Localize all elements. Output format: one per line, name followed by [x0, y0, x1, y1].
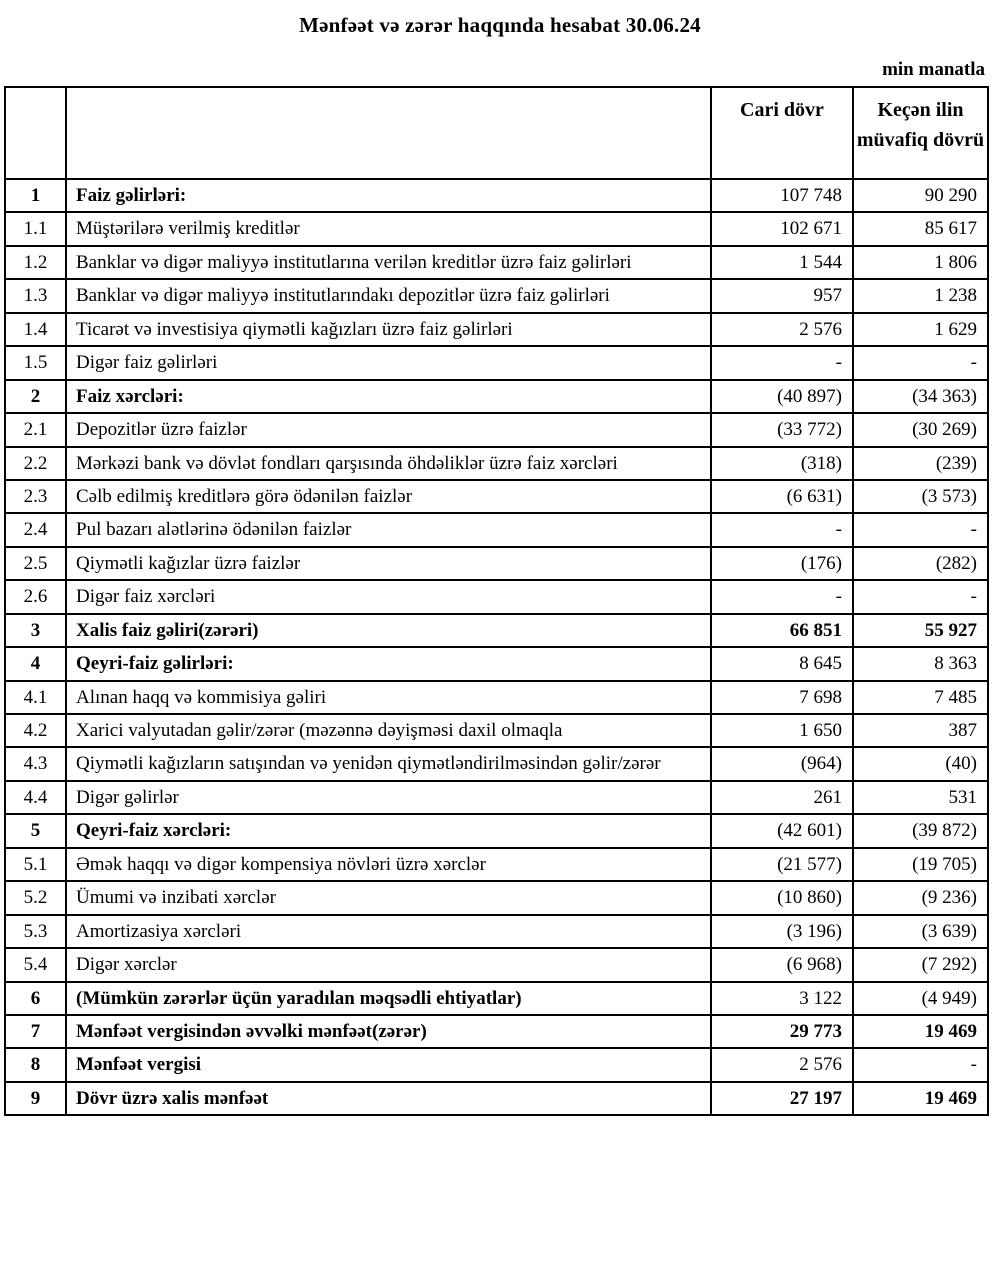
row-number-cell: 1.2 — [5, 246, 66, 279]
table-row — [5, 848, 988, 881]
table-row — [5, 547, 988, 580]
current-value-cell: 261 — [711, 781, 853, 814]
current-value-cell: (318) — [711, 447, 853, 480]
row-label-cell: Xarici valyutadan gəlir/zərər (məzənnə dəyişməsi daxil olmaqla — [66, 714, 711, 747]
row-label-cell: Pul bazarı alətlərinə ödənilən faizlər — [66, 513, 711, 546]
previous-value-cell: 7 485 — [853, 681, 988, 714]
table-row — [5, 647, 988, 680]
table-row — [5, 814, 988, 847]
current-value-cell: (33 772) — [711, 413, 853, 446]
row-label-cell: Faiz xərcləri: — [66, 380, 711, 413]
row-label-cell: Qiymətli kağızların satışından və yenidən qiymətləndirilməsindən gəlir/zərər — [66, 747, 711, 780]
row-label-cell: Banklar və digər maliyyə institutlarındakı depozitlər üzrə faiz gəlirləri — [66, 279, 711, 312]
row-label-cell: Digər gəlirlər — [66, 781, 711, 814]
table-row — [5, 179, 988, 212]
table-row — [5, 781, 988, 814]
previous-value-cell: 85 617 — [853, 212, 988, 245]
row-label-cell: Depozitlər üzrə faizlər — [66, 413, 711, 446]
page-title: Mənfəət və zərər haqqında hesabat 30.06.24 — [299, 13, 701, 37]
current-value-cell: (964) — [711, 747, 853, 780]
row-number-cell: 9 — [5, 1082, 66, 1115]
row-label-cell: Cəlb edilmiş kreditlərə görə ödənilən faizlər — [66, 480, 711, 513]
row-label-cell: Müştərilərə verilmiş kreditlər — [66, 212, 711, 245]
previous-value-cell: 531 — [853, 781, 988, 814]
header-previous-period-cell: Keçən ilin müvafiq dövrü — [853, 87, 988, 179]
row-number-cell: 5.4 — [5, 948, 66, 981]
current-value-cell: 27 197 — [711, 1082, 853, 1115]
previous-value-cell: (39 872) — [853, 814, 988, 847]
row-number-cell: 2.3 — [5, 480, 66, 513]
header-number-cell — [5, 87, 66, 179]
row-number-cell: 1.1 — [5, 212, 66, 245]
current-value-cell: 102 671 — [711, 212, 853, 245]
row-number-cell: 2.1 — [5, 413, 66, 446]
table-body — [5, 179, 988, 1115]
previous-value-cell: (3 639) — [853, 915, 988, 948]
current-value-cell: 66 851 — [711, 614, 853, 647]
current-value-cell: 1 544 — [711, 246, 853, 279]
table-row — [5, 747, 988, 780]
previous-value-cell: 90 290 — [853, 179, 988, 212]
table-row — [5, 681, 988, 714]
previous-value-cell: 1 629 — [853, 313, 988, 346]
row-label-cell: Digər faiz gəlirləri — [66, 346, 711, 379]
row-label-cell: Qiymətli kağızlar üzrə faizlər — [66, 547, 711, 580]
previous-value-cell: (282) — [853, 547, 988, 580]
table-row — [5, 614, 988, 647]
row-number-cell: 8 — [5, 1048, 66, 1081]
row-number-cell: 4 — [5, 647, 66, 680]
row-number-cell: 1.3 — [5, 279, 66, 312]
row-number-cell: 1.4 — [5, 313, 66, 346]
previous-value-cell: 19 469 — [853, 1015, 988, 1048]
previous-value-cell: - — [853, 580, 988, 613]
row-label-cell: (Mümkün zərərlər üçün yaradılan məqsədli ehtiyatlar) — [66, 982, 711, 1015]
table-row — [5, 313, 988, 346]
table-row — [5, 982, 988, 1015]
row-label-cell: Qeyri-faiz gəlirləri: — [66, 647, 711, 680]
row-number-cell: 4.2 — [5, 714, 66, 747]
current-value-cell: (6 631) — [711, 480, 853, 513]
table-row — [5, 279, 988, 312]
row-label-cell: Qeyri-faiz xərcləri: — [66, 814, 711, 847]
row-number-cell: 6 — [5, 982, 66, 1015]
row-number-cell: 2.6 — [5, 580, 66, 613]
row-number-cell: 5 — [5, 814, 66, 847]
table-row — [5, 212, 988, 245]
header-current-period-cell: Cari dövr — [711, 87, 853, 179]
table-row — [5, 246, 988, 279]
row-label-cell: Amortizasiya xərcləri — [66, 915, 711, 948]
previous-value-cell: (34 363) — [853, 380, 988, 413]
unit-note: min manatla — [882, 59, 985, 80]
current-value-cell: - — [711, 346, 853, 379]
row-number-cell: 4.1 — [5, 681, 66, 714]
current-value-cell: - — [711, 580, 853, 613]
table-row — [5, 447, 988, 480]
current-value-cell: (21 577) — [711, 848, 853, 881]
current-value-cell: 3 122 — [711, 982, 853, 1015]
previous-value-cell: 8 363 — [853, 647, 988, 680]
row-number-cell: 1 — [5, 179, 66, 212]
table-row — [5, 513, 988, 546]
current-value-cell: 1 650 — [711, 714, 853, 747]
current-value-cell: 2 576 — [711, 1048, 853, 1081]
row-number-cell: 3 — [5, 614, 66, 647]
previous-value-cell: - — [853, 513, 988, 546]
previous-value-cell: (9 236) — [853, 881, 988, 914]
current-value-cell: (176) — [711, 547, 853, 580]
table-row — [5, 915, 988, 948]
row-number-cell: 2.5 — [5, 547, 66, 580]
row-number-cell: 4.4 — [5, 781, 66, 814]
table-row — [5, 413, 988, 446]
table-header-row — [5, 87, 988, 179]
previous-value-cell: - — [853, 346, 988, 379]
row-label-cell: Digər faiz xərcləri — [66, 580, 711, 613]
row-label-cell: Əmək haqqı və digər kompensiya növləri üzrə xərclər — [66, 848, 711, 881]
current-value-cell: (3 196) — [711, 915, 853, 948]
row-number-cell: 5.3 — [5, 915, 66, 948]
row-label-cell: Alınan haqq və kommisiya gəliri — [66, 681, 711, 714]
previous-value-cell: 387 — [853, 714, 988, 747]
row-number-cell: 1.5 — [5, 346, 66, 379]
table-row — [5, 1015, 988, 1048]
current-value-cell: 8 645 — [711, 647, 853, 680]
row-number-cell: 5.2 — [5, 881, 66, 914]
current-value-cell: 7 698 — [711, 681, 853, 714]
row-label-cell: Digər xərclər — [66, 948, 711, 981]
row-label-cell: Mərkəzi bank və dövlət fondları qarşısında öhdəliklər üzrə faiz xərcləri — [66, 447, 711, 480]
table-row — [5, 580, 988, 613]
row-number-cell: 2.2 — [5, 447, 66, 480]
previous-value-cell: (30 269) — [853, 413, 988, 446]
row-number-cell: 2 — [5, 380, 66, 413]
row-label-cell: Mənfəət vergisindən əvvəlki mənfəət(zərər) — [66, 1015, 711, 1048]
current-value-cell: 2 576 — [711, 313, 853, 346]
row-number-cell: 4.3 — [5, 747, 66, 780]
current-value-cell: 107 748 — [711, 179, 853, 212]
current-value-cell: - — [711, 513, 853, 546]
table-row — [5, 1082, 988, 1115]
current-value-cell: 957 — [711, 279, 853, 312]
previous-value-cell: (7 292) — [853, 948, 988, 981]
table-row — [5, 380, 988, 413]
table-row — [5, 1048, 988, 1081]
table-row — [5, 881, 988, 914]
previous-value-cell: (239) — [853, 447, 988, 480]
previous-value-cell: (19 705) — [853, 848, 988, 881]
row-label-cell: Xalis faiz gəliri(zərəri) — [66, 614, 711, 647]
current-value-cell: 29 773 — [711, 1015, 853, 1048]
row-number-cell: 2.4 — [5, 513, 66, 546]
current-value-cell: (6 968) — [711, 948, 853, 981]
row-label-cell: Ümumi və inzibati xərclər — [66, 881, 711, 914]
previous-value-cell: (3 573) — [853, 480, 988, 513]
row-label-cell: Dövr üzrə xalis mənfəət — [66, 1082, 711, 1115]
table-row — [5, 714, 988, 747]
row-label-cell: Mənfəət vergisi — [66, 1048, 711, 1081]
previous-value-cell: (4 949) — [853, 982, 988, 1015]
previous-value-cell: - — [853, 1048, 988, 1081]
current-value-cell: (40 897) — [711, 380, 853, 413]
table-row — [5, 948, 988, 981]
row-label-cell: Faiz gəlirləri: — [66, 179, 711, 212]
row-number-cell: 7 — [5, 1015, 66, 1048]
previous-value-cell: (40) — [853, 747, 988, 780]
row-label-cell: Banklar və digər maliyyə institutlarına verilən kreditlər üzrə faiz gəlirləri — [66, 246, 711, 279]
header-label-cell — [66, 87, 711, 179]
previous-value-cell: 1 806 — [853, 246, 988, 279]
table-row — [5, 346, 988, 379]
profit-loss-table — [4, 86, 989, 1116]
previous-value-cell: 1 238 — [853, 279, 988, 312]
current-value-cell: (10 860) — [711, 881, 853, 914]
current-value-cell: (42 601) — [711, 814, 853, 847]
row-label-cell: Ticarət və investisiya qiymətli kağızları üzrə faiz gəlirləri — [66, 313, 711, 346]
previous-value-cell: 19 469 — [853, 1082, 988, 1115]
previous-value-cell: 55 927 — [853, 614, 988, 647]
row-number-cell: 5.1 — [5, 848, 66, 881]
table-row — [5, 480, 988, 513]
